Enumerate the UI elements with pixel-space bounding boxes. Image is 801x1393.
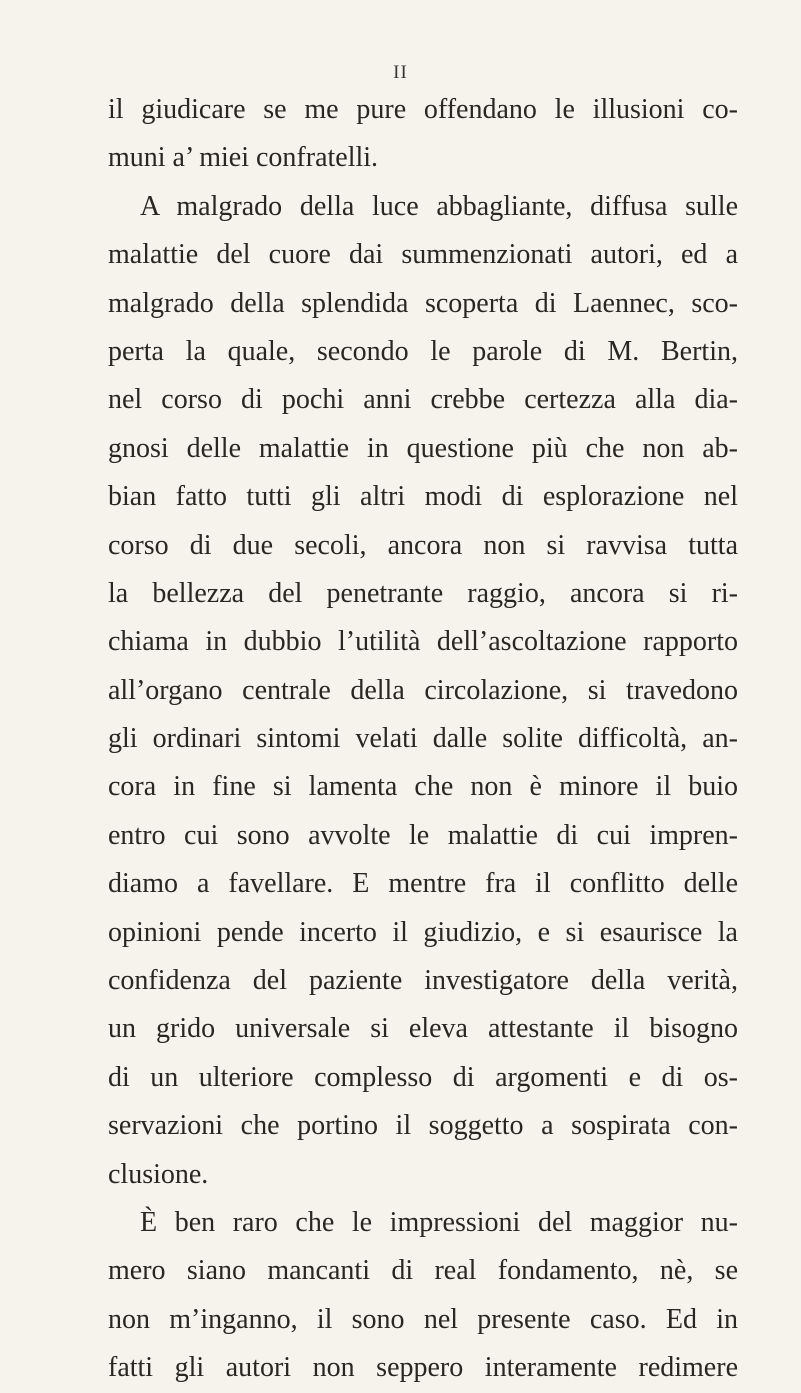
text-line: clusione.: [108, 1158, 209, 1190]
text-line: diamo a favellare. E mentre fra il conflitto delle: [108, 868, 738, 900]
text-line: servazioni che portino il soggetto a sospirata con-: [108, 1110, 738, 1142]
text-line: perta la quale, secondo le parole di M. Bertin,: [108, 335, 738, 367]
text-line: cora in fine si lamenta che non è minore il buio: [108, 771, 738, 803]
text-line: gli ordinari sintomi velati dalle solite difficoltà, an-: [108, 723, 738, 755]
text-line: gnosi delle malattie in questione più che non ab-: [108, 432, 738, 464]
text-line: il giudicare se me pure offendano le illusioni co-: [108, 94, 738, 125]
text-line: fatti gli autori non seppero interamente redimere: [108, 1352, 738, 1384]
text-line: mero siano mancanti di real fondamento, nè, se: [108, 1255, 738, 1287]
text-line: entro cui sono avvolte le malattie di cui impren-: [108, 819, 738, 851]
text-line: A malgrado della luce abbagliante, diffusa sulle: [140, 190, 738, 222]
text-line: all’organo centrale della circolazione, si travedono: [108, 674, 738, 706]
text-line: bian fatto tutti gli altri modi di esplorazione nel: [108, 481, 738, 513]
text-line: non m’inganno, il sono nel presente caso. Ed in: [108, 1303, 738, 1335]
page-number: II: [393, 62, 408, 83]
text-line: nel corso di pochi anni crebbe certezza alla dia-: [108, 384, 738, 416]
text-line: corso di due secoli, ancora non si ravvisa tutta: [108, 529, 738, 561]
text-line: di un ulteriore complesso di argomenti e di os-: [108, 1061, 738, 1093]
body-text: [108, 86, 738, 1393]
text-line: la bellezza del penetrante raggio, ancora si ri-: [108, 577, 738, 609]
text-line: chiama in dubbio l’utilità dell’ascoltazione rapporto: [108, 626, 738, 658]
text-line: confidenza del paziente investigatore della verità,: [108, 965, 738, 997]
text-line: È ben raro che le impressioni del maggior nu-: [140, 1206, 738, 1238]
text-line: opinioni pende incerto il giudizio, e si esaurisce la: [108, 916, 738, 948]
text-line: malattie del cuore dai summenzionati autori, ed a: [108, 239, 738, 271]
text-line: un grido universale si eleva attestante il bisogno: [108, 1013, 738, 1045]
text-line: muni a’ miei confratelli.: [108, 142, 379, 174]
text-line: malgrado della splendida scoperta di Laennec, sco-: [108, 287, 738, 319]
